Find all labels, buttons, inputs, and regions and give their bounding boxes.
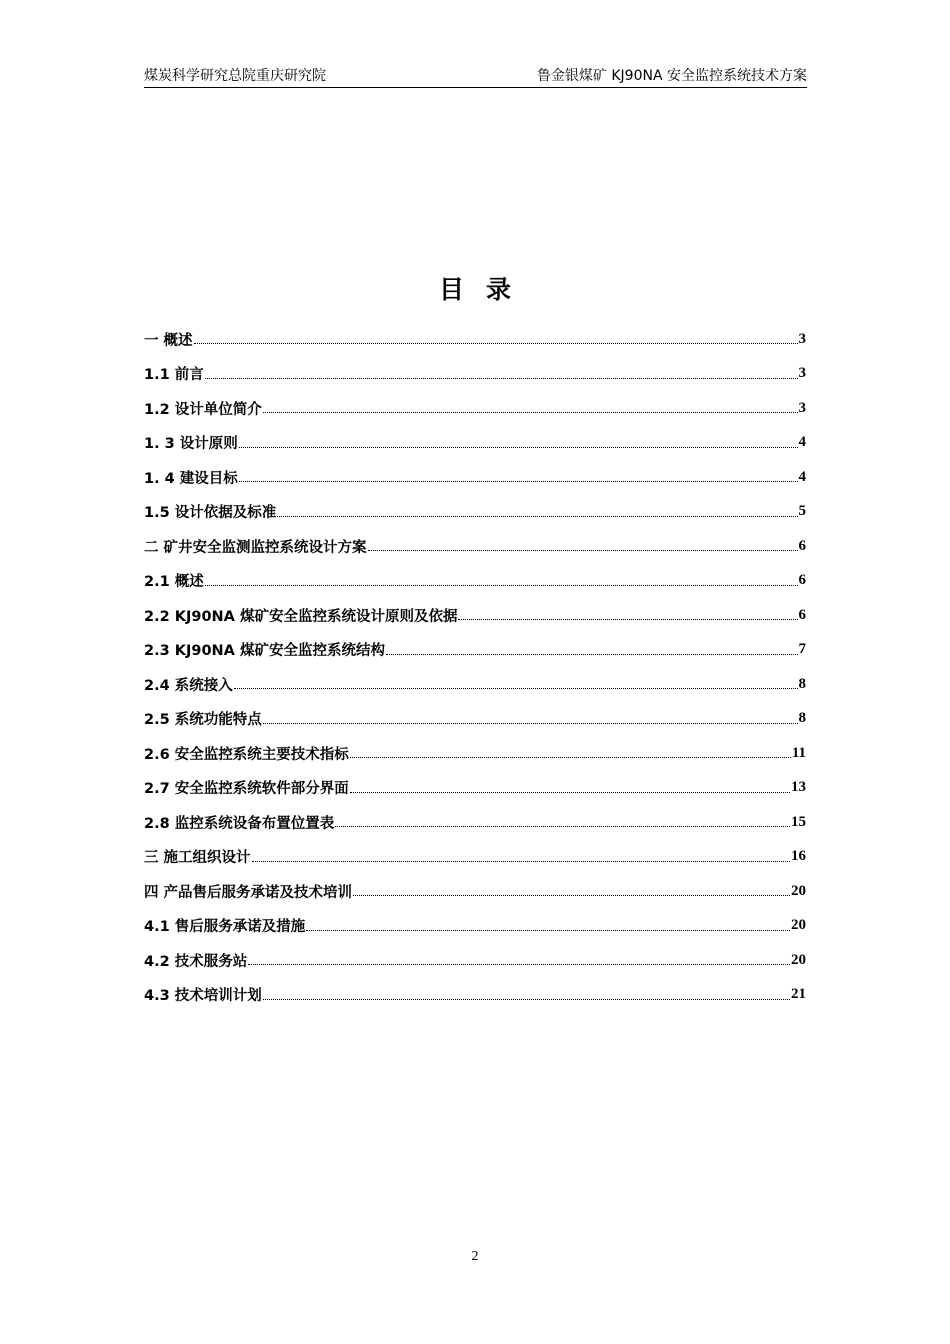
table-of-contents: [144, 322, 806, 1012]
toc-leader-dots: [263, 723, 798, 724]
toc-entry-page: 6: [798, 606, 806, 623]
toc-entry-label: 1.1 前言: [144, 363, 205, 384]
toc-entry-label: 2.3 KJ90NA 煤矿安全监控系统结构: [144, 639, 386, 660]
toc-leader-dots: [277, 516, 797, 517]
toc-entry[interactable]: [144, 667, 806, 702]
toc-entry-page: 5: [798, 503, 806, 520]
toc-entry[interactable]: [144, 633, 806, 668]
toc-entry-page: 3: [798, 399, 806, 416]
toc-entry-label: 4.3 技术培训计划: [144, 984, 263, 1005]
toc-entry-page: 8: [798, 675, 806, 692]
page-number: 2: [471, 1249, 479, 1264]
toc-entry-page: 8: [798, 710, 806, 727]
toc-entry-page: 13: [791, 779, 806, 796]
toc-leader-dots: [306, 930, 790, 931]
toc-entry[interactable]: [144, 391, 806, 426]
toc-entry[interactable]: [144, 840, 806, 875]
toc-entry-label: 4.2 技术服务站: [144, 950, 248, 971]
toc-entry-page: 4: [798, 434, 806, 451]
toc-entry-label: 1.2 设计单位简介: [144, 398, 263, 419]
toc-entry[interactable]: [144, 874, 806, 909]
toc-leader-dots: [239, 481, 798, 482]
toc-leader-dots: [263, 999, 790, 1000]
toc-entry-label: 2.2 KJ90NA 煤矿安全监控系统设计原则及依据: [144, 605, 458, 626]
toc-entry[interactable]: [144, 598, 806, 633]
toc-entry-label: 2.1 概述: [144, 570, 205, 591]
toc-entry[interactable]: [144, 460, 806, 495]
toc-entry-label: 2.5 系统功能特点: [144, 708, 263, 729]
toc-entry-page: 21: [791, 986, 806, 1003]
toc-entry[interactable]: [144, 909, 806, 944]
toc-leader-dots: [263, 412, 798, 413]
toc-entry-label: 四 产品售后服务承诺及技术培训: [144, 881, 353, 902]
toc-entry-label: 三 施工组织设计: [144, 846, 252, 867]
toc-entry-page: 20: [791, 951, 806, 968]
toc-leader-dots: [194, 343, 798, 344]
toc-entry[interactable]: [144, 978, 806, 1013]
toc-leader-dots: [335, 826, 790, 827]
toc-entry-label: 二 矿井安全监测监控系统设计方案: [144, 536, 368, 557]
toc-title: 目录: [438, 275, 533, 304]
toc-entry-page: 3: [798, 365, 806, 382]
toc-entry-label: 1. 4 建设目标: [144, 467, 239, 488]
toc-leader-dots: [350, 757, 791, 758]
toc-entry[interactable]: [144, 322, 806, 357]
toc-entry[interactable]: [144, 529, 806, 564]
header-institute: 煤炭科学研究总院重庆研究院: [144, 68, 326, 84]
toc-leader-dots: [350, 792, 790, 793]
toc-entry-label: 2.7 安全监控系统软件部分界面: [144, 777, 350, 798]
toc-entry[interactable]: [144, 564, 806, 599]
toc-entry[interactable]: [144, 771, 806, 806]
page-header: [144, 66, 807, 88]
toc-entry-page: 20: [791, 882, 806, 899]
toc-leader-dots: [239, 447, 798, 448]
toc-entry[interactable]: [144, 426, 806, 461]
toc-entry[interactable]: [144, 357, 806, 392]
toc-leader-dots: [205, 585, 798, 586]
toc-entry-page: 15: [791, 813, 806, 830]
toc-entry-label: 1. 3 设计原则: [144, 432, 239, 453]
toc-entry[interactable]: [144, 943, 806, 978]
toc-entry-label: 一 概述: [144, 329, 194, 350]
toc-leader-dots: [248, 964, 790, 965]
toc-entry-label: 2.6 安全监控系统主要技术指标: [144, 743, 350, 764]
toc-leader-dots: [234, 688, 798, 689]
toc-leader-dots: [386, 654, 798, 655]
toc-entry-page: 16: [791, 848, 806, 865]
toc-leader-dots: [252, 861, 790, 862]
toc-entry-label: 4.1 售后服务承诺及措施: [144, 915, 306, 936]
toc-leader-dots: [205, 378, 798, 379]
header-document-title: 鲁金银煤矿 KJ90NA 安全监控系统技术方案: [536, 68, 807, 84]
toc-entry-label: 1.5 设计依据及标准: [144, 501, 277, 522]
toc-leader-dots: [353, 895, 790, 896]
toc-leader-dots: [458, 619, 797, 620]
toc-entry-page: 4: [798, 468, 806, 485]
toc-entry-page: 11: [791, 744, 806, 761]
toc-entry-page: 20: [791, 917, 806, 934]
toc-entry[interactable]: [144, 805, 806, 840]
toc-entry-page: 6: [798, 572, 806, 589]
toc-entry[interactable]: [144, 495, 806, 530]
toc-leader-dots: [368, 550, 798, 551]
toc-entry-page: 3: [798, 330, 806, 347]
toc-entry[interactable]: [144, 702, 806, 737]
toc-entry-label: 2.8 监控系统设备布置位置表: [144, 812, 335, 833]
toc-entry[interactable]: [144, 736, 806, 771]
toc-entry-page: 7: [798, 641, 806, 658]
toc-entry-label: 2.4 系统接入: [144, 674, 234, 695]
toc-entry-page: 6: [798, 537, 806, 554]
